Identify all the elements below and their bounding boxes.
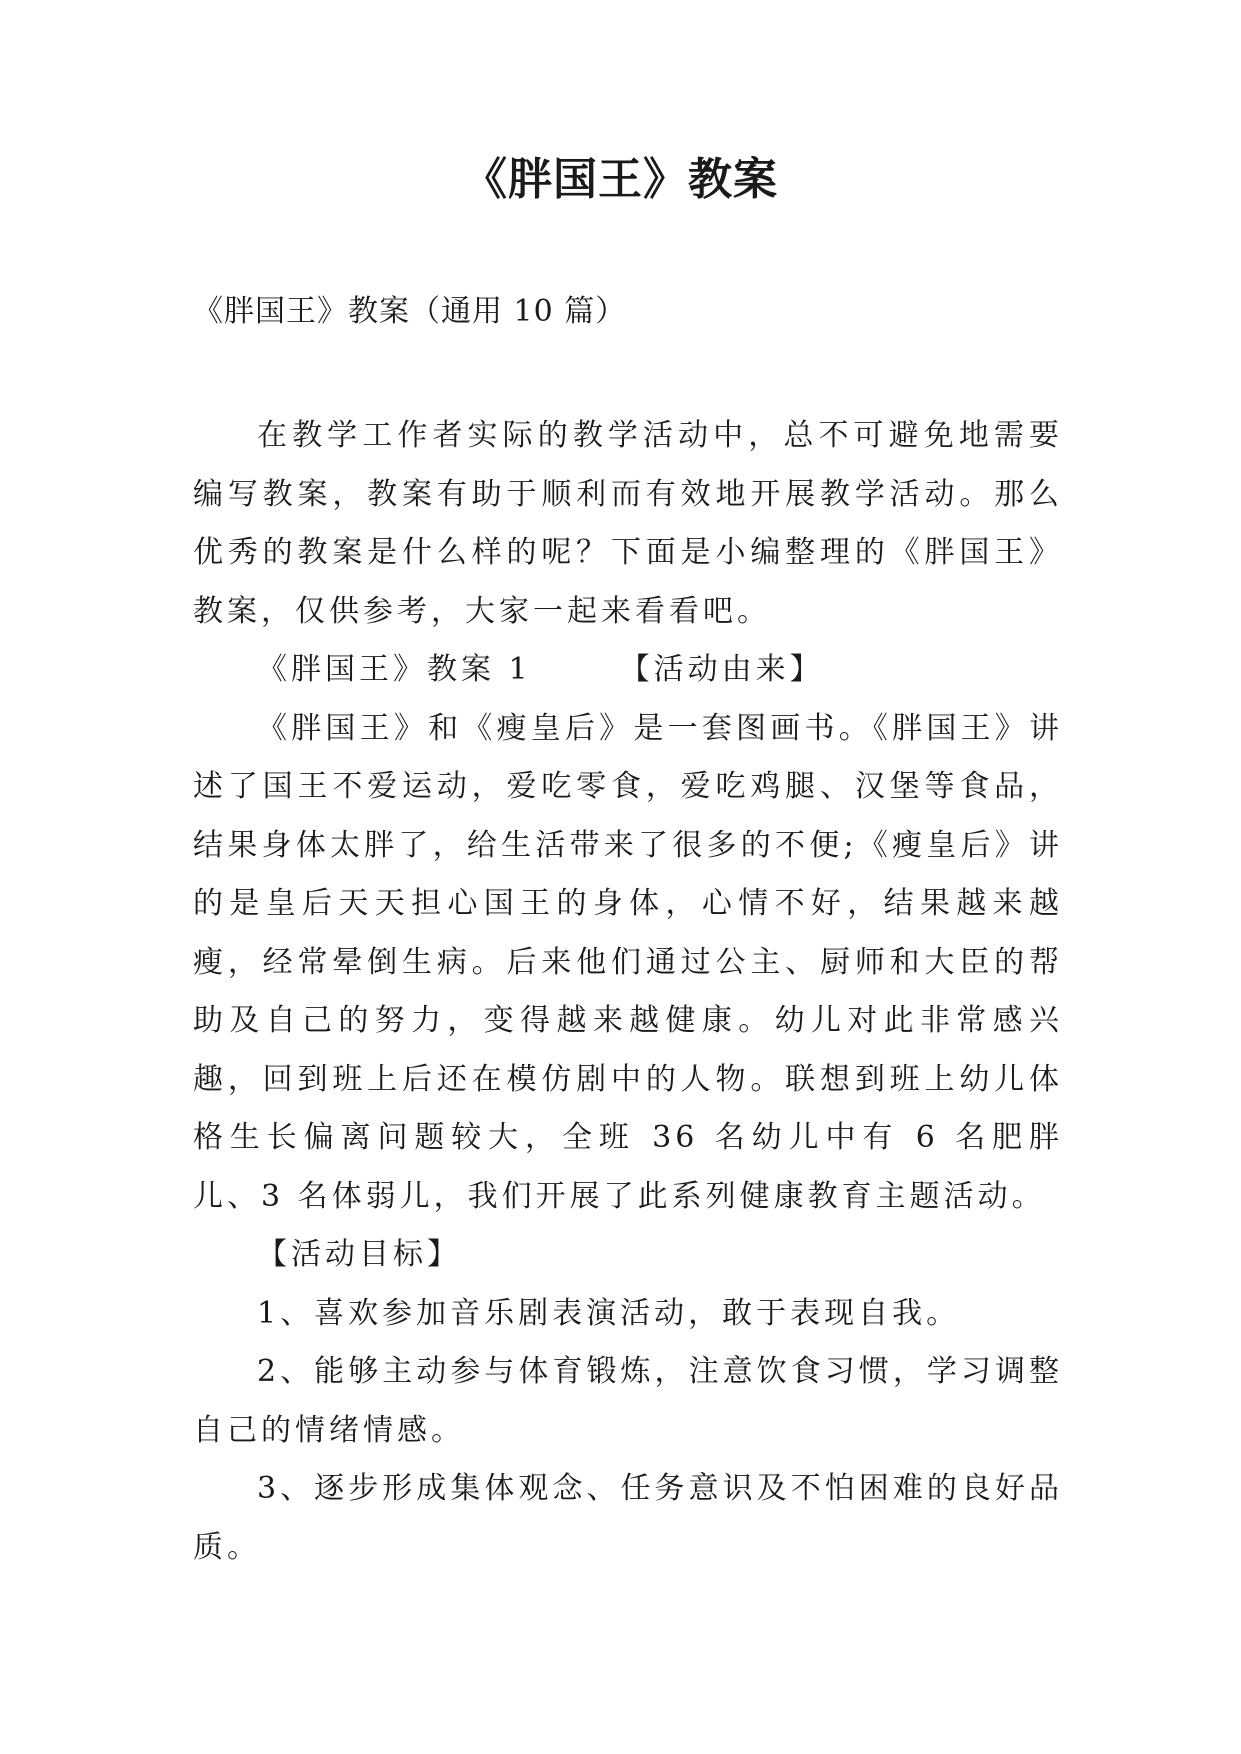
document-body — [193, 407, 1063, 1577]
origin-paragraph: 《胖国王》和《瘦皇后》是一套图画书。《胖国王》讲述了国王不爱运动，爱吃零食，爱吃鸡腿、汉堡等食品，结果身体太胖了，给生活带来了很多的不便;《瘦皇后》讲的是皇后天天担心国王的身体，心情不好，结果越来越瘦，经常晕倒生病。后来他们通过公主、厨师和大臣的帮助及自己的努力，变得越来越健康。幼儿对此非常感兴趣，回到班上后还在模仿剧中的人物。联想到班上幼儿体格生长偏离问题较大，全班 36 名幼儿中有 6 名肥胖儿、3 名体弱儿，我们开展了此系列健康教育主题活动。 — [193, 710, 1063, 1214]
section-heading-line — [193, 641, 1063, 700]
goals-heading: 【活动目标】 — [257, 1237, 461, 1272]
document-subtitle: 《胖国王》教案（通用 10 篇） — [193, 294, 627, 329]
origin-heading: 【活动由来】 — [619, 652, 824, 687]
section-heading: 《胖国王》教案 1 — [257, 652, 532, 687]
page-title: 《胖国王》教案 — [463, 154, 778, 205]
intro-paragraph: 在教学工作者实际的教学活动中，总不可避免地需要编写教案，教案有助于顺利而有效地开展教学活动。那么优秀的教案是什么样的呢？下面是小编整理的《胖国王》教案，仅供参考，大家一起来看看吧。 — [193, 418, 1063, 629]
goal-item: 3、逐步形成集体观念、任务意识及不怕困难的良好品质。 — [193, 1471, 1063, 1565]
goal-item: 2、能够主动参与体育锻炼，注意饮食习惯，学习调整自己的情绪情感。 — [193, 1354, 1063, 1448]
goal-item: 1、喜欢参加音乐剧表演活动，敢于表现自我。 — [257, 1295, 961, 1331]
